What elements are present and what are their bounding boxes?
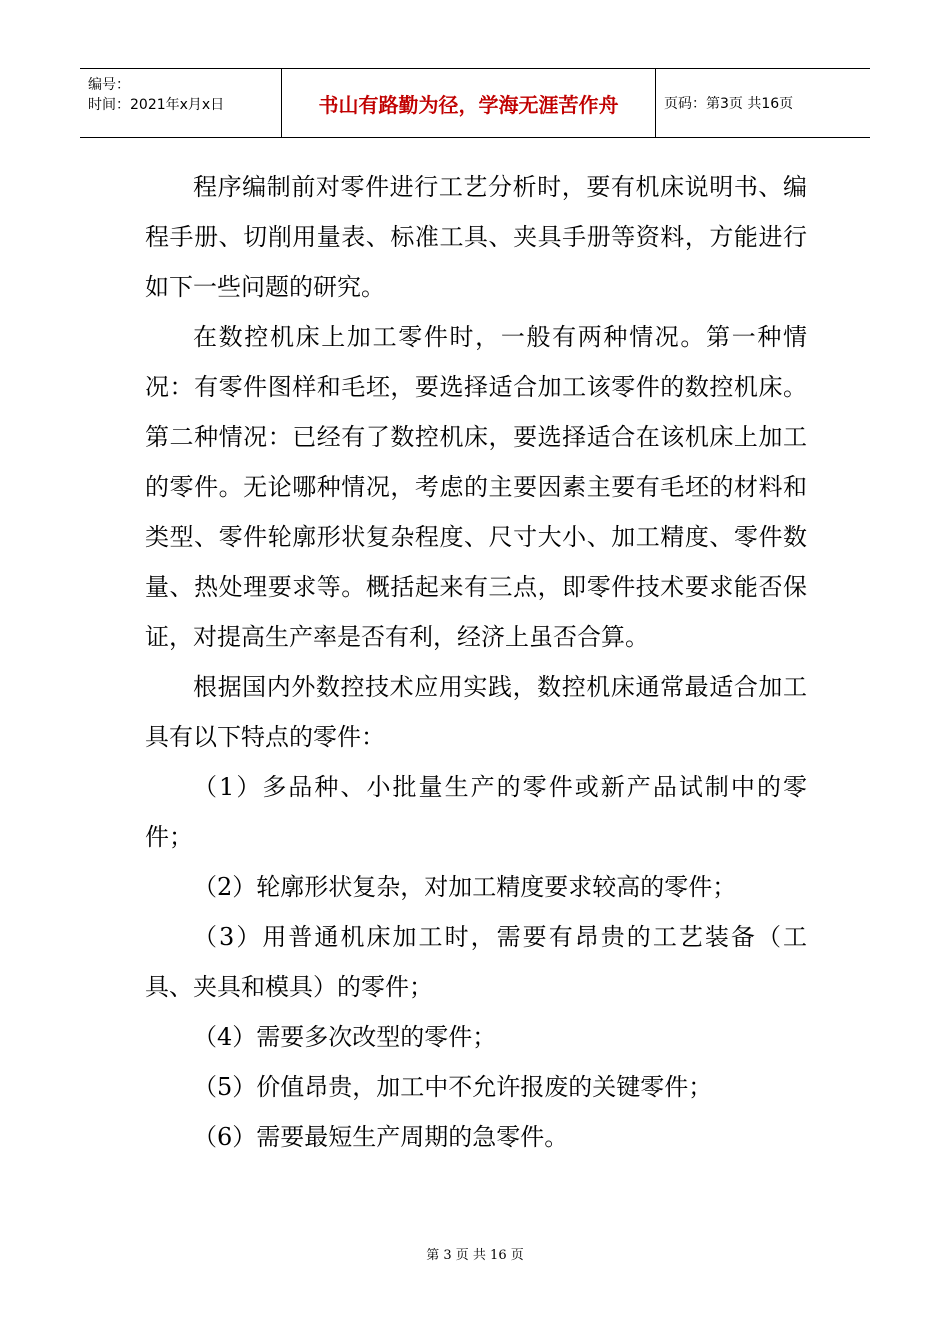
list-item: （2）轮廓形状复杂，对加工精度要求较高的零件； — [193, 873, 737, 901]
list-item: （1）多品种、小批量生产的零件或新产品试制中的零件； — [145, 773, 807, 851]
paragraph: 根据国内外数控技术应用实践，数控机床通常最适合加工具有以下特点的零件： — [145, 673, 807, 751]
paragraph: 在数控机床上加工零件时，一般有两种情况。第一种情况：有零件图样和毛坯，要选择适合加工该零件的数控机床。第二种情况：已经有了数控机床，要选择适合在该机床上加工的零件。无论哪种情况，考虑的主要因素主要有毛坯的材料和类型、零件轮廓形状复杂程度、尺寸大小、加工精度、零件数量、热处理要求等。概括起来有三点，即零件技术要求能否保证，对提高生产率是否有利，经济上虽否合算。 — [145, 323, 807, 651]
list-item: （6）需要最短生产周期的急零件。 — [193, 1123, 569, 1151]
list-item: （4）需要多次改型的零件； — [193, 1023, 497, 1051]
list-item: （3）用普通机床加工时，需要有昂贵的工艺装备（工具、夹具和模具）的零件； — [145, 923, 807, 1001]
list-item: （5）价值昂贵，加工中不允许报废的关键零件； — [193, 1073, 713, 1101]
paragraph: 程序编制前对零件进行工艺分析时，要有机床说明书、编程手册、切削用量表、标准工具、夹具手册等资料，方能进行如下一些问题的研究。 — [145, 173, 807, 301]
header-motto: 书山有路勤为径，学海无涯苦作舟 — [282, 69, 656, 137]
page-header — [80, 68, 870, 138]
header-meta-cell — [80, 69, 282, 137]
document-date: 时间：2021年x月x日 — [88, 97, 225, 113]
document-number-label: 编号： — [88, 77, 130, 93]
document-body — [145, 162, 807, 1162]
header-page-info: 页码：第3页 共16页 — [664, 96, 794, 112]
page-footer: 第 3 页 共 16 页 — [426, 1248, 524, 1263]
